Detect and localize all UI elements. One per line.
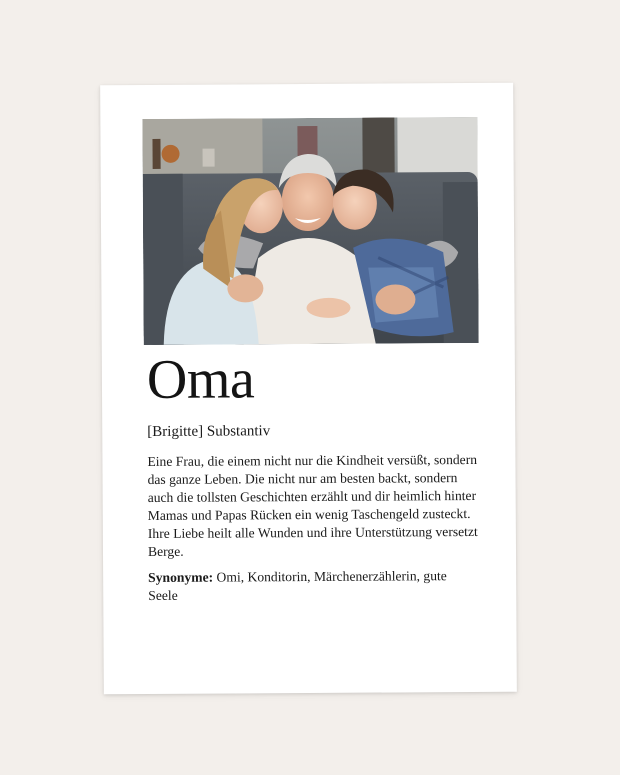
synonyms-list: Omi, Konditorin, Märchenerzählerin, gute Seele: [148, 568, 447, 603]
definition-poster: [100, 83, 517, 695]
word-title: Oma: [146, 348, 255, 411]
synonyms-label: Synonyme:: [148, 569, 214, 585]
family-photo: [142, 117, 478, 345]
name-tag: [Brigitte]: [147, 423, 204, 440]
synonyms: [148, 567, 468, 605]
word-class: Substantiv: [206, 423, 271, 440]
word-subtitle: [147, 422, 270, 441]
definition-text: Eine Frau, die einem nicht nur die Kindheit versüßt, sondern das ganze Leben. Die nicht nur am besten backt, sondern auch die tollsten Geschichten erzählt und dir heimlich hinter Mamas und Papas Rücken ein wenig Taschengeld zusteckt. Ihre Liebe heilt alle Wunden und ihre Unterstützung versetzt Berge.: [147, 451, 478, 559]
grandmother-kissed-by-children-image: [142, 117, 478, 345]
